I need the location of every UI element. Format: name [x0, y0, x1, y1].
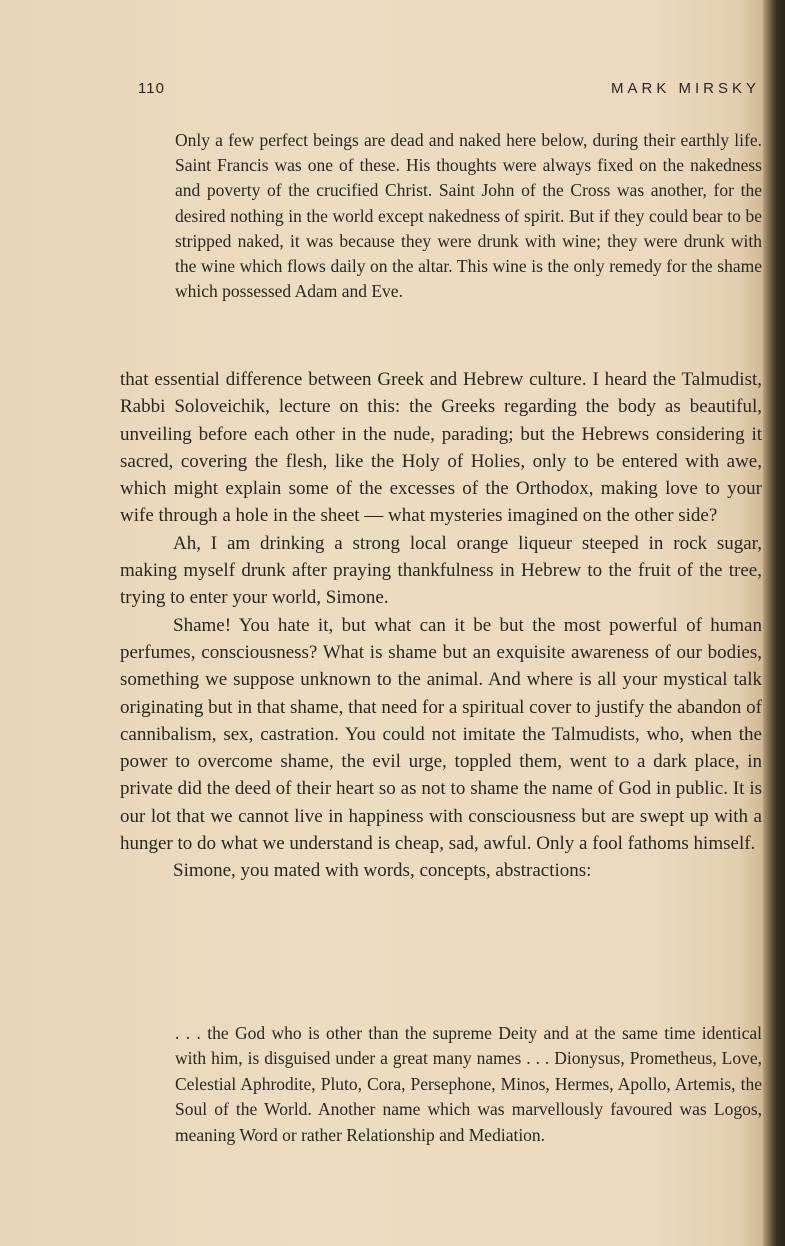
block-quote-logos: [175, 1021, 762, 1148]
body-text: [120, 366, 762, 885]
body-paragraph-3: Shame! You hate it, but what can it be but the most powerful of human perfumes, consciousness? What is shame but an exquisite awareness of our bodies, something we suppose unknown to the animal. And where is all your mystical talk originating but in that shame, that need for a spiritual cover to justify the abandon of cannibalism, sex, castration. You could not imitate the Talmudists, who, when the power to overcome shame, the evil urge, toppled them, went to a dark place, in private did the deed of their heart so as not to shame the name of God in public. It is our lot that we cannot live in happiness with consciousness but are swept up with a hunger to do what we understand is cheap, sad, awful. Only a fool fathoms himself.: [120, 614, 762, 855]
quote-paragraph: Only a few perfect beings are dead and naked here below, during their earthly life. Saint Francis was one of these. His thoughts were always fixed on the nakedness and poverty of the crucified Christ. Saint John of the Cross was another, for the desired nothing in the world except nakedness of spirit. But if they could bear to be stripped naked, it was because they were drunk with wine; they were drunk with the wine which flows daily on the altar. This wine is the only remedy for the shame which possessed Adam and Eve.: [175, 130, 762, 302]
page-number: 110: [138, 80, 165, 97]
page-header: [0, 80, 768, 106]
body-paragraph-2: Ah, I am drinking a strong local orange liqueur steeped in rock sugar, making myself drunk after praying thankfulness in Hebrew to the fruit of the tree, trying to enter your world, Simone.: [120, 532, 762, 609]
book-spine-edge: [763, 0, 785, 1246]
body-paragraph-1: that essential difference between Greek and Hebrew culture. I heard the Talmudist, Rabbi Soloveichik, lecture on this: the Greeks regarding the body as beautiful, unveiling before each other in the nude, parading; but the Hebrews considering it sacred, covering the flesh, like the Holy of Holies, only to be entered with awe, which might explain some of the excesses of the Orthodox, making love to your wife through a hole in the sheet — what mysteries imagined on the other side?: [120, 369, 762, 527]
body-paragraph-4: Simone, you mated with words, concepts, abstractions:: [173, 860, 592, 882]
block-quote-weil: [175, 128, 762, 304]
quote-paragraph-2: . . . the God who is other than the supreme Deity and at the same time identical with him, is disguised under a great many names . . . Dionysus, Prometheus, Love, Celestial Aphrodite, Pluto, Cora, Persephone, Minos, Hermes, Apollo, Artemis, the Soul of the World. Another name which was marvellously favoured was Logos, meaning Word or rather Relationship and Mediation.: [175, 1023, 762, 1145]
running-head-author: MARK MIRSKY: [610, 80, 760, 97]
